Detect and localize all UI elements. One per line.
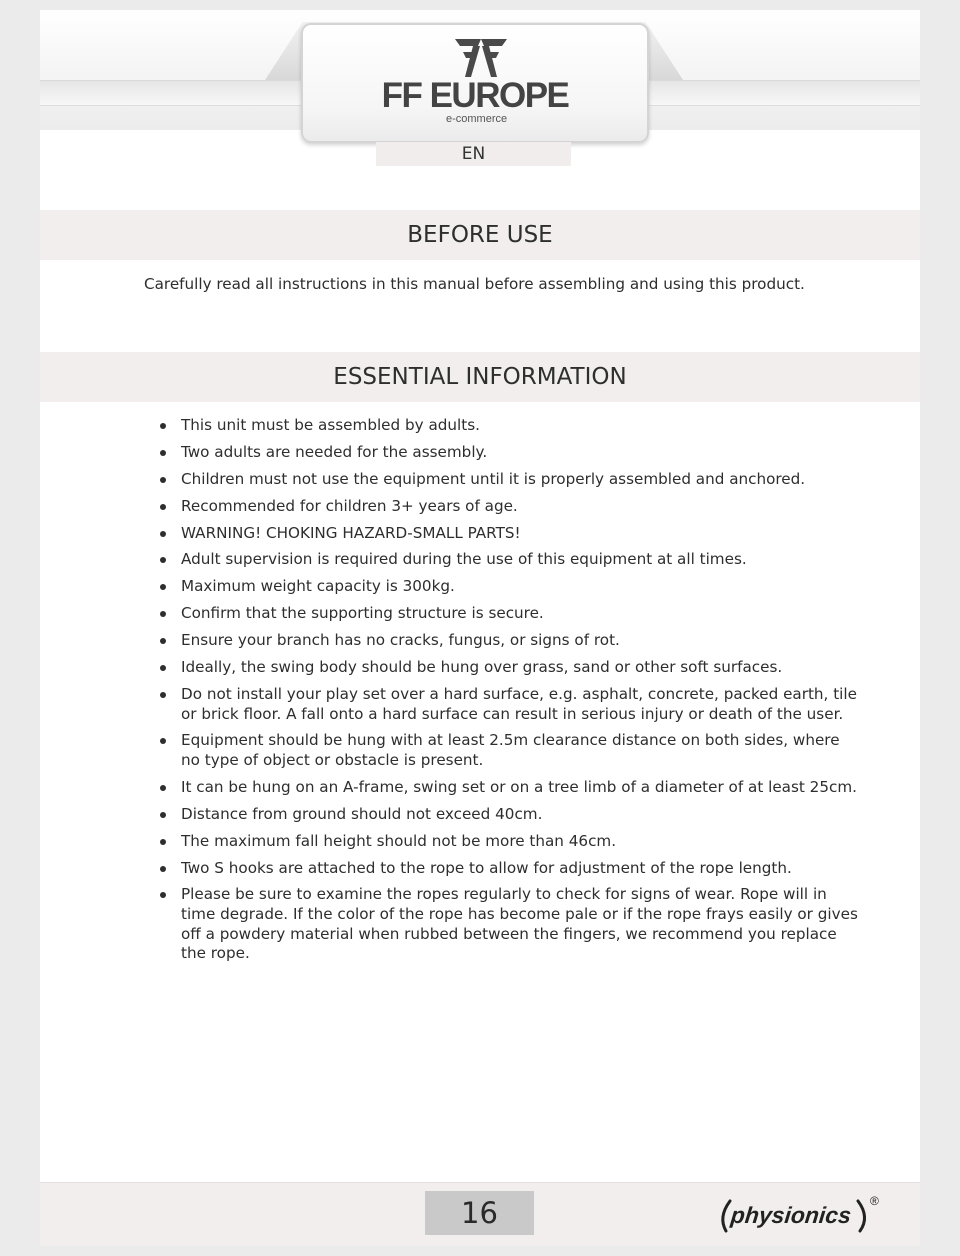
essential-information-list [144, 416, 861, 971]
brand-name: FF EUROPE [381, 76, 569, 115]
list-item: Ideally, the swing body should be hung over grass, sand or other soft surfaces. [181, 658, 861, 678]
bullet-icon [160, 812, 166, 818]
bullet-icon [160, 738, 166, 744]
bullet-icon [160, 866, 166, 872]
list-item: Children must not use the equipment until it is properly assembled and anchored. [181, 470, 861, 490]
list-item: Do not install your play set over a hard surface, e.g. asphalt, concrete, packed earth, tile or brick floor. A fall onto a hard surface can result in serious injury or death of the user. [181, 685, 861, 724]
bullet-icon [160, 892, 166, 898]
list-item: Distance from ground should not exceed 40cm. [181, 805, 861, 825]
list-item: Recommended for children 3+ years of age. [181, 497, 861, 517]
bullet-icon [160, 611, 166, 617]
bullet-icon [160, 450, 166, 456]
list-item: Equipment should be hung with at least 2.5m clearance distance on both sides, where no type of object or obstacle is present. [181, 731, 861, 770]
brand-logo-box [301, 23, 649, 143]
list-item: The maximum fall height should not be more than 46cm. [181, 832, 861, 852]
physionics-wordmark: physionics [729, 1202, 853, 1228]
essential-information-heading: ESSENTIAL INFORMATION [40, 352, 920, 402]
bullet-icon [160, 638, 166, 644]
page-number: 16 [425, 1191, 534, 1235]
list-item: WARNING! CHOKING HAZARD-SMALL PARTS! [181, 524, 861, 544]
bullet-icon [160, 785, 166, 791]
before-use-text: Carefully read all instructions in this manual before assembling and using this product. [144, 275, 805, 293]
brand-tagline: e-commerce [446, 113, 508, 125]
bullet-icon [160, 531, 166, 537]
list-item: It can be hung on an A-frame, swing set or on a tree limb of a diameter of at least 25cm. [181, 778, 861, 798]
bullet-icon [160, 692, 166, 698]
bullet-icon [160, 584, 166, 590]
list-item: Two S hooks are attached to the rope to allow for adjustment of the rope length. [181, 859, 861, 879]
physionics-logo [712, 1187, 882, 1243]
bullet-icon [160, 557, 166, 563]
list-item: Confirm that the supporting structure is secure. [181, 604, 861, 624]
list-item: Adult supervision is required during the use of this equipment at all times. [181, 550, 861, 570]
bullet-icon [160, 839, 166, 845]
footer-band [40, 1182, 920, 1246]
bullet-icon [160, 665, 166, 671]
list-item: Ensure your branch has no cracks, fungus, or signs of rot. [181, 631, 861, 651]
list-item: This unit must be assembled by adults. [181, 416, 861, 436]
bullet-icon [160, 504, 166, 510]
list-item: Maximum weight capacity is 300kg. [181, 577, 861, 597]
ff-monogram-icon [453, 39, 509, 77]
before-use-heading: BEFORE USE [40, 210, 920, 260]
list-item: Two adults are needed for the assembly. [181, 443, 861, 463]
bullet-icon [160, 423, 166, 429]
list-item: Please be sure to examine the ropes regularly to check for signs of wear. Rope will in time degrade. If the color of the rope has become pale or if the rope frays easily or gives off a powdery material when rubbed between the fingers, we recommend you replace the rope. [181, 885, 861, 963]
registered-mark: ® [870, 1194, 879, 1208]
language-label: EN [376, 142, 571, 166]
manual-page [40, 10, 920, 1246]
bullet-icon [160, 477, 166, 483]
